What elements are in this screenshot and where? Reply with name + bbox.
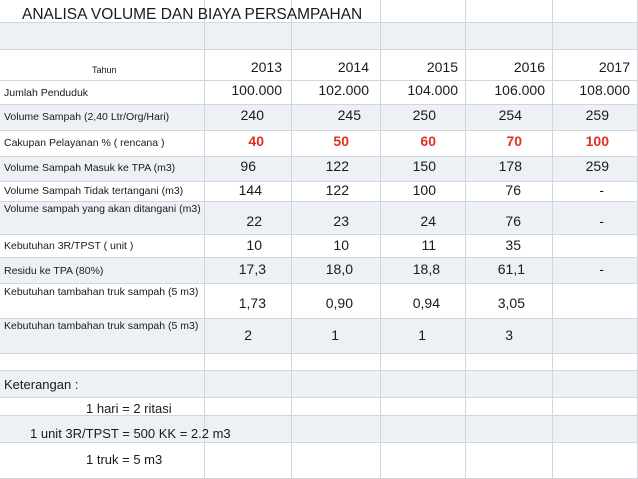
row-label: Residu ke TPA (80%) xyxy=(4,265,104,277)
row-label: Volume Sampah (2,40 Ltr/Org/Hari) xyxy=(4,111,170,123)
table-cell: 144 xyxy=(238,182,262,198)
table-cell-highlight: 40 xyxy=(248,133,264,149)
table-cell: 122 xyxy=(325,182,349,198)
table-cell: 178 xyxy=(498,158,522,174)
table-cell: 100.000 xyxy=(231,82,282,98)
table-cell: - xyxy=(599,182,604,198)
row-label: Jumlah Penduduk xyxy=(4,87,89,99)
notes-heading: Keterangan : xyxy=(4,377,79,392)
table-cell: 24 xyxy=(420,213,436,229)
table-cell: 22 xyxy=(246,213,262,229)
table-cell: 76 xyxy=(505,182,521,198)
row-band xyxy=(0,370,638,397)
table-cell: 35 xyxy=(505,237,521,253)
table-cell: 11 xyxy=(421,237,436,253)
table-cell: 0,94 xyxy=(412,295,440,311)
year-header: 2014 xyxy=(337,59,369,75)
table-cell: 108.000 xyxy=(579,82,630,98)
table-cell: 3 xyxy=(505,327,513,343)
table-cell: 102.000 xyxy=(318,82,369,98)
note-item: 1 hari = 2 ritasi xyxy=(86,401,172,416)
table-cell: 106.000 xyxy=(494,82,545,98)
year-header: 2015 xyxy=(426,59,458,75)
row-label: Volume Sampah Tidak tertangani (m3) xyxy=(4,185,184,197)
row-label: Volume sampah yang akan ditangani (m3) xyxy=(4,203,201,215)
row-label: Kebutuhan tambahan truk sampah (5 m3) xyxy=(4,320,199,332)
row-label: Cakupan Pelayanan % ( rencana ) xyxy=(4,137,165,149)
table-cell: 104.000 xyxy=(407,82,458,98)
table-cell-highlight: 100 xyxy=(585,133,609,149)
note-item: 1 unit 3R/TPST = 500 KK = 2.2 m3 xyxy=(30,426,231,441)
table-cell-highlight: 70 xyxy=(506,133,522,149)
table-cell-highlight: 60 xyxy=(420,133,436,149)
table-cell-highlight: 50 xyxy=(333,133,349,149)
table-cell: 76 xyxy=(505,213,521,229)
year-header: 2016 xyxy=(513,59,545,75)
sheet-title: ANALISA VOLUME DAN BIAYA PERSAMPAHAN xyxy=(22,6,363,23)
table-cell: 10 xyxy=(246,237,262,253)
note-item: 1 truk = 5 m3 xyxy=(86,452,163,467)
table-cell: 3,05 xyxy=(497,295,525,311)
table-cell: 100 xyxy=(412,182,436,198)
table-cell: 17,3 xyxy=(238,261,266,277)
table-cell: - xyxy=(599,213,604,229)
table-cell: 245 xyxy=(337,107,361,123)
year-header-label: Tahun xyxy=(92,65,117,75)
table-cell: 1,73 xyxy=(238,295,266,311)
row-band xyxy=(0,22,638,49)
table-cell: 1 xyxy=(418,327,426,343)
table-cell: 96 xyxy=(240,158,256,174)
row-label: Kebutuhan tambahan truk sampah (5 m3) xyxy=(4,286,199,298)
table-cell: 0,90 xyxy=(325,295,353,311)
table-cell: 150 xyxy=(412,158,436,174)
table-cell: 10 xyxy=(333,237,349,253)
year-header: 2017 xyxy=(598,59,630,75)
table-cell: 18,8 xyxy=(412,261,440,277)
year-header: 2013 xyxy=(250,59,282,75)
table-cell: 2 xyxy=(244,327,252,343)
table-cell: 122 xyxy=(325,158,349,174)
table-cell: 1 xyxy=(331,327,339,343)
table-cell: 240 xyxy=(240,107,264,123)
table-cell: 259 xyxy=(585,158,609,174)
row-label: Kebutuhan 3R/TPST ( unit ) xyxy=(4,240,134,252)
table-cell: 61,1 xyxy=(497,261,525,277)
table-cell: 254 xyxy=(498,107,522,123)
table-cell: - xyxy=(599,261,604,277)
table-cell: 250 xyxy=(412,107,436,123)
table-cell: 259 xyxy=(585,107,609,123)
table-cell: 18,0 xyxy=(325,261,353,277)
table-cell: 23 xyxy=(333,213,349,229)
row-label: Volume Sampah Masuk ke TPA (m3) xyxy=(4,162,176,174)
